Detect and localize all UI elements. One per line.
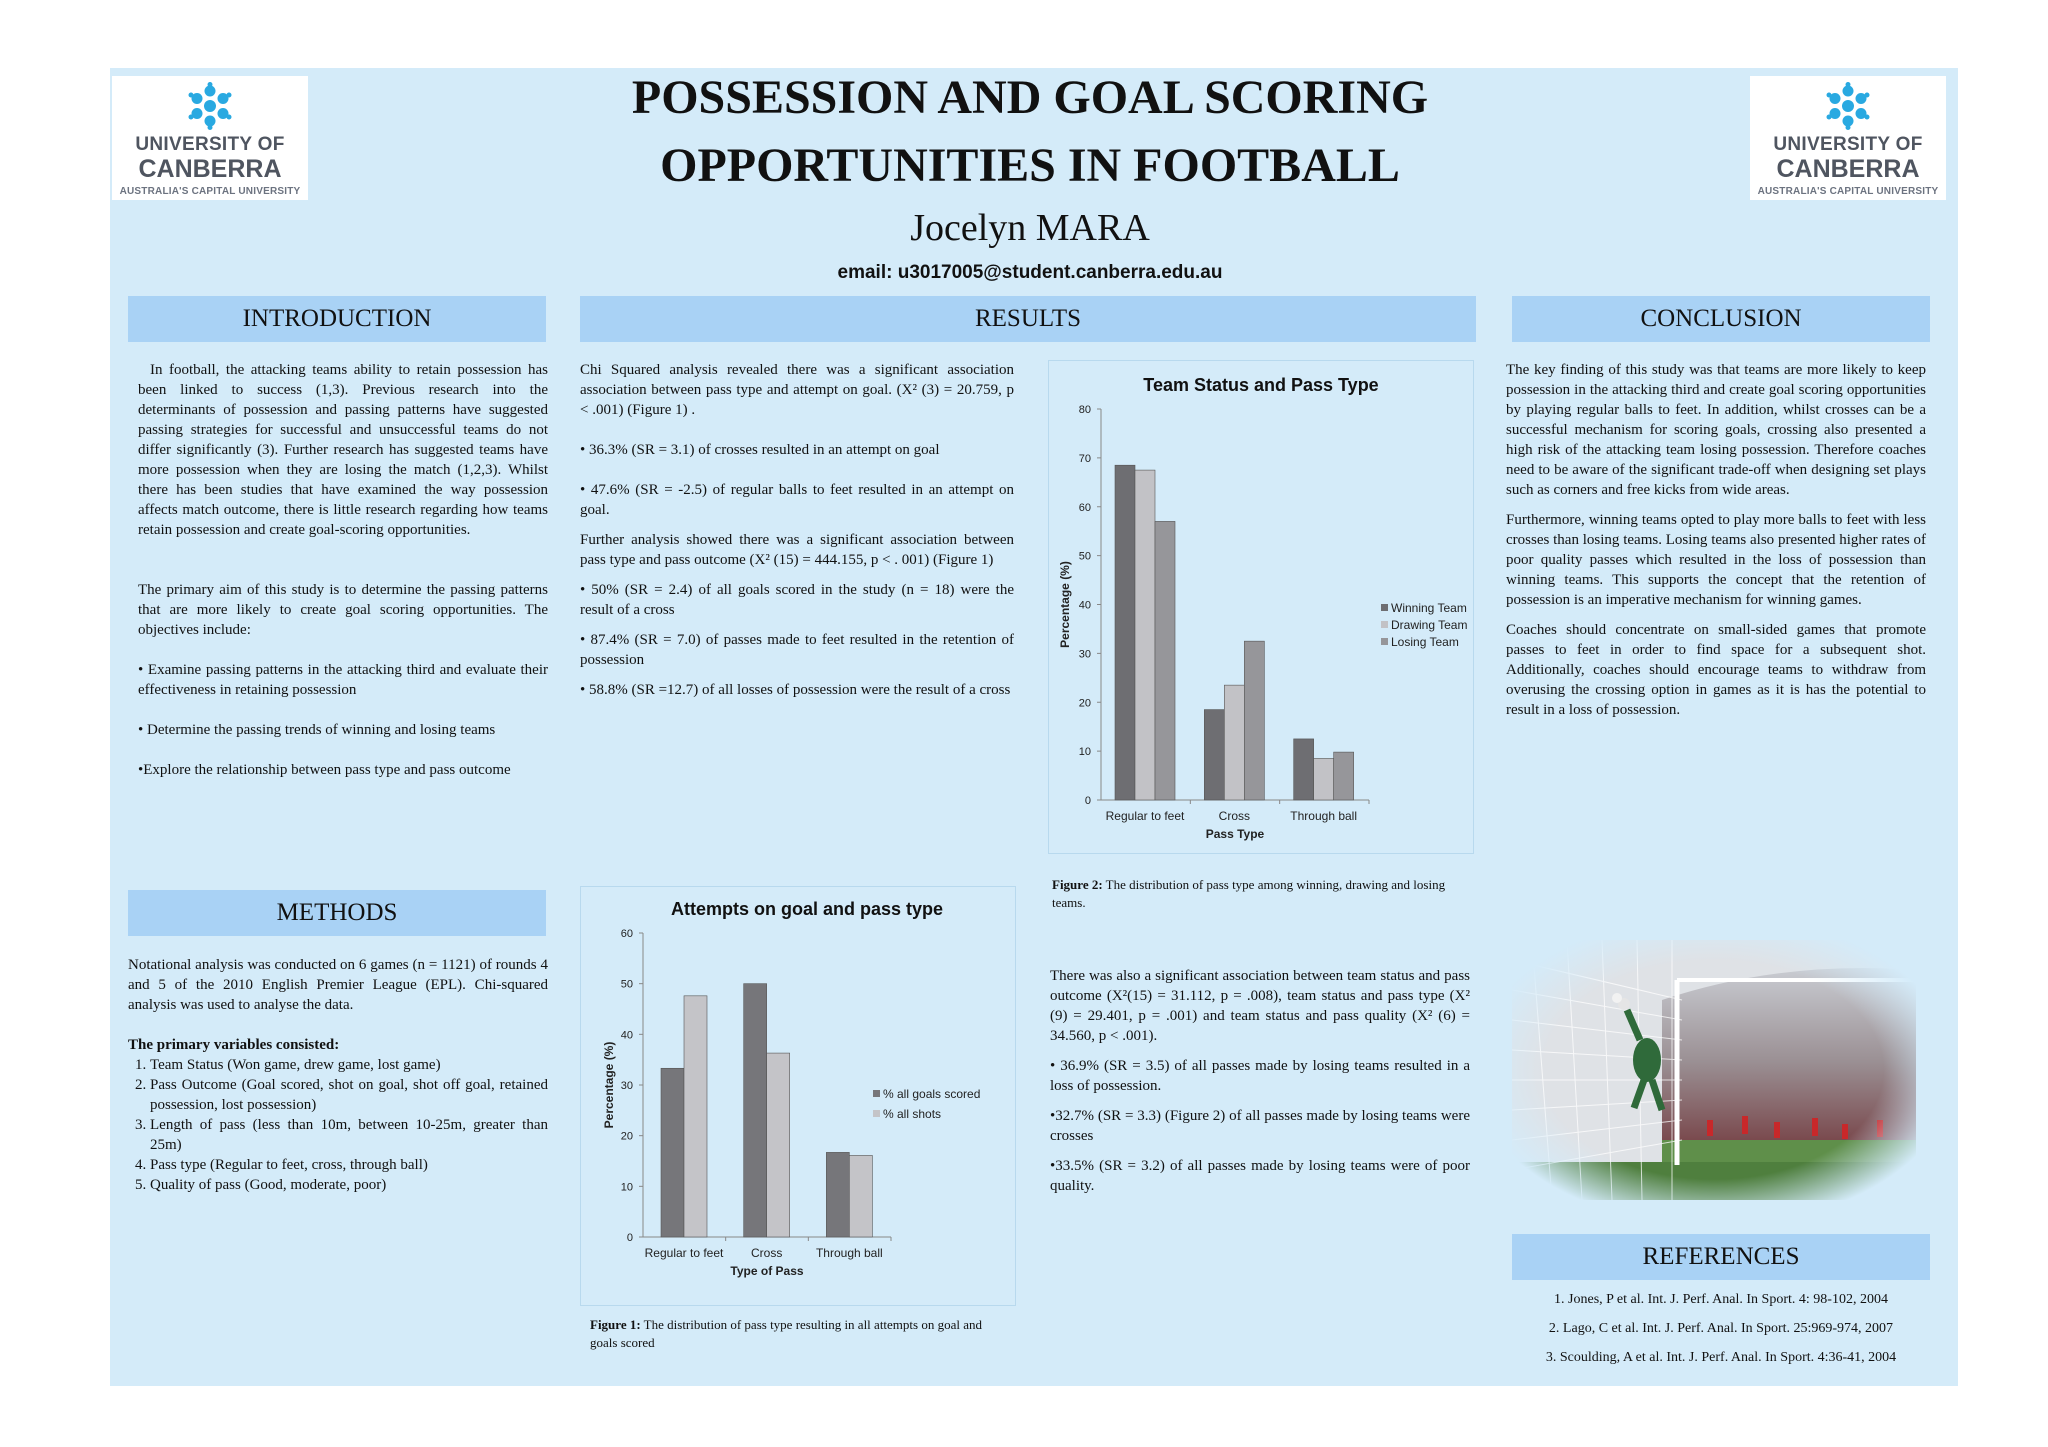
bar-winning-team	[1204, 710, 1224, 800]
y-tick-label: 60	[1078, 501, 1091, 514]
legend-swatch	[873, 1110, 880, 1117]
bar-losing-team	[1155, 521, 1175, 800]
y-axis-title: Percentage (%)	[602, 1041, 616, 1129]
attempts-on-goal-chart	[581, 887, 1015, 1305]
y-tick-label: 30	[1078, 648, 1091, 661]
bar-winning-team	[1115, 465, 1135, 800]
y-tick-label: 10	[620, 1181, 633, 1194]
methods-variable-item: 1. Team Status (Won game, drew game, lost game)	[150, 1055, 548, 1075]
legend-label: Losing Team	[1391, 635, 1459, 649]
logo-line3: AUSTRALIA'S CAPITAL UNIVERSITY	[119, 186, 301, 197]
figure-2-box	[1048, 360, 1474, 854]
bar-winning-team	[1294, 739, 1314, 800]
university-logo-right	[1750, 76, 1946, 200]
bar-drawing-team	[1314, 758, 1334, 800]
results-text-bottom	[1050, 966, 1470, 1196]
y-tick-label: 40	[1078, 599, 1091, 612]
references-list	[1512, 1290, 1930, 1377]
bar-losing-team	[1244, 641, 1264, 800]
results-bullet-2: • 47.6% (SR = -2.5) of regular balls to feet resulted in an attempt on goal.	[580, 482, 1014, 518]
bar--all-shots	[767, 1053, 790, 1237]
intro-bullet-3: •Explore the relationship between pass type and pass outcome	[138, 762, 511, 778]
results-bullet-7: •32.7% (SR = 3.3) (Figure 2) of all passes made by losing teams were crosses	[1050, 1108, 1470, 1144]
methods-variables-list	[128, 1055, 548, 1195]
bar--all-shots	[684, 996, 707, 1237]
author-name: Jocelyn MARA	[910, 207, 1150, 249]
bar-drawing-team	[1135, 470, 1155, 800]
results-bullet-1: • 36.3% (SR = 3.1) of crosses resulted in an attempt on goal	[580, 442, 940, 458]
x-tick-label: Cross	[1218, 809, 1251, 823]
intro-bullet-2: • Determine the passing trends of winning and losing teams	[138, 722, 496, 738]
logo-line1: UNIVERSITY OF	[1773, 134, 1923, 155]
conclusion-header: CONCLUSION	[1512, 296, 1930, 342]
intro-bullet-1: • Examine passing patterns in the attacking third and evaluate their effectiveness in retaining possession	[138, 662, 548, 698]
y-tick-label: 80	[1078, 404, 1091, 416]
x-axis-title: Type of Pass	[730, 1264, 804, 1278]
logo-line1: UNIVERSITY OF	[135, 134, 285, 155]
methods-variables-heading: The primary variables consisted:	[128, 1037, 340, 1053]
figure-2-caption	[1052, 876, 1472, 912]
methods-variable-item: 4. Pass type (Regular to feet, cross, through ball)	[150, 1155, 548, 1175]
y-tick-label: 30	[620, 1080, 633, 1092]
figure-1-caption-text: The distribution of pass type resulting in all attempts on goal and goals scored	[590, 1317, 982, 1350]
chart-title: Attempts on goal and pass type	[670, 899, 944, 919]
university-logo-left	[112, 76, 308, 200]
methods-header: METHODS	[128, 890, 546, 936]
conclusion-paragraph-3: Coaches should concentrate on small-sided games that promote passes to feet in order to find space for a subsequent shot. Additionally, coaches should encourage teams to withdraw from overusing the crossing option in games as it is has the potential to result in a loss of possession.	[1506, 622, 1926, 718]
snowflake-logo-icon	[1822, 82, 1874, 130]
y-tick-label: 60	[620, 928, 633, 940]
bar-drawing-team	[1224, 685, 1244, 800]
figure-2-caption-label: Figure 2:	[1052, 877, 1103, 892]
methods-paragraph: Notational analysis was conducted on 6 games (n = 1121) of rounds 4 and 5 of the 2010 English Premier League (EPL). Chi-squared analysis was used to analyse the data.	[128, 957, 548, 1013]
figure-2-caption-text: The distribution of pass type among winning, drawing and losing teams.	[1052, 877, 1446, 910]
x-tick-label: Through ball	[1290, 809, 1358, 823]
references-header: REFERENCES	[1512, 1234, 1930, 1280]
logo-line2: CANBERRA	[1776, 155, 1920, 183]
methods-variable-item: 5. Quality of pass (Good, moderate, poor)	[150, 1175, 548, 1195]
bar--all-goals-scored	[661, 1068, 684, 1237]
y-tick-label: 0	[1084, 795, 1091, 807]
results-paragraph-2: Further analysis showed there was a significant association between pass type and pass outcome (X² (15) = 444.155, p < . 001) (Figure 1)	[580, 532, 1014, 568]
bar--all-shots	[849, 1155, 872, 1237]
y-axis-title: Percentage (%)	[1058, 561, 1072, 648]
conclusion-paragraph-1: The key finding of this study was that teams are more likely to keep possession in the attacking third and create goal scoring opportunities by playing regular balls to feet. In addition, whilst crosses can be a successful mechanism for scoring goals, crossing also presented a high risk of the attacking team losing possession. Therefore coaches need to be aware of the significant trade-off when designing set plays such as corners and free kicks from wide areas.	[1506, 362, 1926, 498]
reference-item: 1. Jones, P et al. Int. J. Perf. Anal. In Sport. 4: 98-102, 2004	[1554, 1292, 1888, 1307]
intro-paragraph-2: The primary aim of this study is to determine the passing patterns that are more likely to create goal scoring opportunities. The objectives include:	[138, 582, 548, 638]
snowflake-logo-icon	[184, 82, 236, 130]
reference-item: 2. Lago, C et al. Int. J. Perf. Anal. In Sport. 25:969-974, 2007	[1548, 1321, 1894, 1336]
y-tick-label: 40	[620, 1029, 633, 1042]
intro-paragraph-1: In football, the attacking teams ability to retain possession has been linked to success (1,3). Previous research into the determinants of possession and passing patterns have suggested passing strategies for successful and unsuccessful teams do not differ significantly (3). Further research has suggested teams have more possession when they are losing the match (1,2,3). Whilst there has been studies that have examined the way possession affects match outcome, there is little research regarding how teams retain possession and create goal-scoring opportunities.	[138, 362, 548, 538]
intro-text	[138, 360, 548, 780]
x-tick-label: Cross	[750, 1246, 783, 1260]
poster-title	[420, 64, 1640, 200]
title-line1: POSSESSION AND GOAL SCORING	[631, 71, 1429, 124]
results-bullet-3: • 50% (SR = 2.4) of all goals scored in the study (n = 18) were the result of a cross	[580, 582, 1014, 618]
y-tick-label: 0	[626, 1232, 633, 1244]
x-tick-label: Regular to feet	[644, 1246, 724, 1260]
results-paragraph-1: Chi Squared analysis revealed there was a significant association association between pass type and attempt on goal. (X² (3) = 20.759, p < .001) (Figure 1) .	[580, 362, 1014, 418]
legend-swatch	[873, 1090, 880, 1097]
results-bullet-8: •33.5% (SR = 3.2) of all passes made by losing teams were of poor quality.	[1050, 1158, 1470, 1194]
x-tick-label: Through ball	[815, 1246, 883, 1260]
results-header: RESULTS	[580, 296, 1476, 342]
results-text-top	[580, 360, 1014, 700]
figure-1-caption	[590, 1316, 1010, 1352]
conclusion-paragraph-2: Furthermore, winning teams opted to play more balls to feet with less crosses than losing teams. Losing teams also presented higher rates of poor quality passes which resulted in the loss of possession than winning teams. This supports the concept that the retention of possession is an imperative mechanism for winning games.	[1506, 512, 1926, 608]
bar--all-goals-scored	[826, 1152, 849, 1237]
methods-text	[128, 955, 548, 1195]
legend-label: Winning Team	[1391, 601, 1467, 615]
y-tick-label: 20	[620, 1130, 633, 1143]
results-paragraph-3: There was also a significant association between team status and pass outcome (X²(15) = 31.112, p = .008), team status and pass type (X² (9) = 29.401, p = .001) and team status and pass quality (X² (6) = 34.560, p < .001).	[1050, 968, 1470, 1044]
legend-label: % all shots	[883, 1107, 942, 1121]
author-email: email: u3017005@student.canberra.edu.au	[837, 262, 1223, 283]
results-bullet-6: • 36.9% (SR = 3.5) of all passes made by losing teams resulted in a loss of possession.	[1050, 1058, 1470, 1094]
y-tick-label: 50	[1078, 550, 1091, 563]
y-tick-label: 20	[1078, 697, 1091, 710]
logo-line3: AUSTRALIA'S CAPITAL UNIVERSITY	[1757, 186, 1939, 197]
legend-label: % all goals scored	[883, 1087, 981, 1101]
results-bullet-5: • 58.8% (SR =12.7) of all losses of possession were the result of a cross	[580, 682, 1011, 698]
intro-header: INTRODUCTION	[128, 296, 546, 342]
bar--all-goals-scored	[744, 984, 767, 1237]
title-line2: OPPORTUNITIES IN FOOTBALL	[660, 139, 1400, 192]
legend-label: Drawing Team	[1391, 618, 1468, 632]
results-bullet-4: • 87.4% (SR = 7.0) of passes made to feet resulted in the retention of possession	[580, 632, 1014, 668]
team-status-chart	[1049, 361, 1473, 853]
goalkeeper-photo	[1512, 940, 1916, 1200]
x-tick-label: Regular to feet	[1105, 809, 1185, 823]
methods-variable-item: 3. Length of pass (less than 10m, between 10-25m, greater than 25m)	[150, 1115, 548, 1155]
legend-swatch	[1381, 638, 1388, 645]
figure-1-caption-label: Figure 1:	[590, 1317, 641, 1332]
x-axis-title: Pass Type	[1205, 827, 1265, 841]
reference-item: 3. Scoulding, A et al. Int. J. Perf. Anal. In Sport. 4:36-41, 2004	[1545, 1350, 1897, 1365]
chart-title: Team Status and Pass Type	[1143, 375, 1379, 395]
conclusion-text	[1506, 360, 1926, 720]
figure-1-box	[580, 886, 1016, 1306]
legend-swatch	[1381, 604, 1388, 611]
legend-swatch	[1381, 621, 1388, 628]
methods-variable-item: 2. Pass Outcome (Goal scored, shot on goal, shot off goal, retained possession, lost possession)	[150, 1075, 548, 1115]
y-tick-label: 70	[1078, 452, 1091, 465]
bar-losing-team	[1334, 752, 1354, 800]
y-tick-label: 50	[620, 978, 633, 991]
logo-line2: CANBERRA	[138, 155, 282, 183]
y-tick-label: 10	[1078, 746, 1091, 759]
